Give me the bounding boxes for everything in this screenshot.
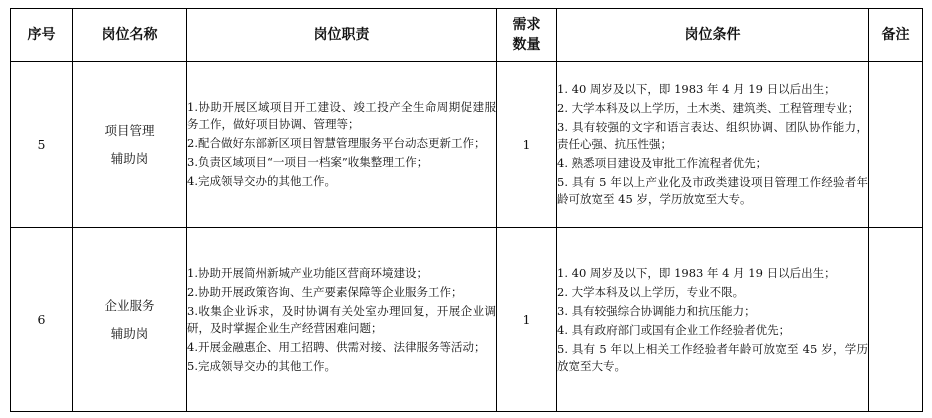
row-duties [187,62,497,228]
condition-item: 1. 40 周岁及以下，即 1983 年 4 月 19 日以后出生； [557,265,836,280]
row-duties [187,228,497,412]
condition-item: 5. 具有 5 年以上相关工作经验者年龄可放宽至 45 岁，学历放宽至大专。 [557,341,868,373]
position-name-line2: 辅助岗 [110,325,149,341]
duty-item: 1.协助开展简州新城产业功能区营商环境建设； [187,265,428,280]
header-position-name: 岗位名称 [73,9,187,62]
row-notes [869,228,923,412]
duty-item: 3.收集企业诉求，及时协调有关处室办理回复，开展企业调研，及时掌握企业生产经营困难问题； [187,303,496,335]
header-duties: 岗位职责 [187,9,497,62]
table-row [11,228,923,412]
condition-item: 4. 具有政府部门或国有企业工作经验者优先； [557,322,791,337]
row-count: 1 [497,62,557,228]
header-count [497,9,557,62]
position-name-line2: 辅助岗 [110,150,149,166]
duty-item: 1.协助开展区域项目开工建设、竣工投产全生命周期促建服务工作，做好项目协调、管理等； [187,100,496,131]
position-name-line1: 项目管理 [104,122,155,138]
duty-item: 3.负责区域项目“一项目一档案”收集整理工作； [187,155,429,169]
row-seq: 6 [11,228,73,412]
row-position-name [73,62,187,228]
row-position-name [73,228,187,412]
row-seq: 5 [11,62,73,228]
row-conditions [557,228,869,412]
condition-item: 2. 大学本科及以上学历，专业不限。 [557,284,745,299]
condition-item: 2. 大学本科及以上学历，土木类、建筑类、工程管理专业； [557,101,860,115]
header-count-line1: 需求 [512,17,541,33]
duty-item: 2.配合做好东部新区项目智慧管理服务平台动态更新工作； [187,136,486,150]
condition-item: 3. 具有较强综合协调能力和抗压能力； [557,303,756,318]
job-positions-table [10,8,923,412]
condition-item: 4. 熟悉项目建设及审批工作流程者优先； [557,156,768,170]
row-notes [869,62,923,228]
header-notes: 备注 [869,9,923,62]
row-count: 1 [497,228,557,412]
duty-item: 4.开展金融惠企、用工招聘、供需对接、法律服务等活动； [187,339,486,354]
position-name-line1: 企业服务 [104,297,155,313]
table-row [11,62,923,228]
table-header-row [11,9,923,62]
condition-item: 3. 具有较强的文字和语言表达、组织协调、团队协作能力，责任心强、抗压性强； [557,120,868,151]
header-conditions: 岗位条件 [557,9,869,62]
row-conditions [557,62,869,228]
duty-item: 4.完成领导交办的其他工作。 [187,174,336,188]
condition-item: 5. 具有 5 年以上产业化及市政类建设项目管理工作经验者年龄可放宽至 45 岁，学历放宽至大专。 [557,175,868,206]
condition-item: 1. 40 周岁及以下，即 1983 年 4 月 19 日以后出生； [557,82,836,96]
duty-item: 2.协助开展政策咨询、生产要素保障等企业服务工作； [187,284,463,299]
header-count-line2: 数量 [512,37,541,53]
header-seq: 序号 [11,9,73,62]
duty-item: 5.完成领导交办的其他工作。 [187,358,336,373]
